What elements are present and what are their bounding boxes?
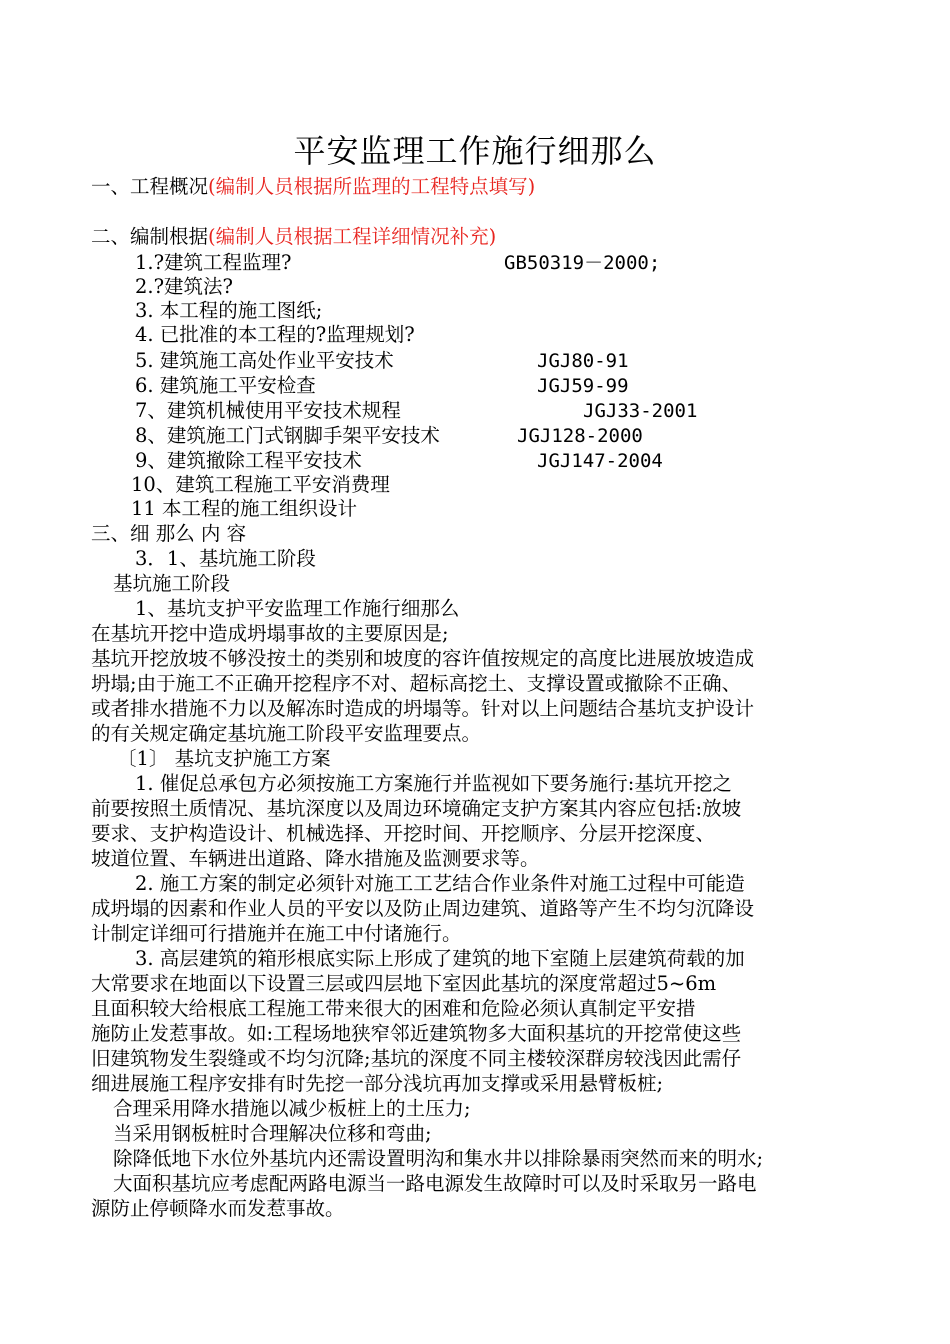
section-2-note: (编制人员根据工程详细情况补充) (208, 225, 497, 248)
body-line: 2. 施工方案的制定必须针对施工工艺结合作业条件对施工过程中可能造 (135, 872, 745, 895)
body-line: 要求、支护构造设计、机械选择、开挖时间、开挖顺序、分层开挖深度、 (91, 822, 716, 845)
basis-item: 1.?建筑工程监理? (135, 251, 292, 274)
basis-item: 9、建筑撤除工程平安技术 (135, 449, 362, 472)
basis-item-code: JGJ128-2000 (517, 425, 643, 447)
section-3-heading: 三、细 那么 内 容 (91, 522, 247, 545)
basis-item: 8、建筑施工门式钢脚手架平安技术 (135, 424, 440, 447)
section-3-sub: 3．1、基坑施工阶段 (135, 547, 316, 570)
body-line: 前要按照土质情况、基坑深度以及周边环境确定支护方案其内容应包括:放坡 (91, 797, 742, 820)
basis-item-code: JGJ80-91 (537, 350, 629, 372)
basis-item-code: JGJ33-2001 (583, 400, 698, 422)
body-line: 合理采用降水措施以减少板桩上的土压力; (113, 1097, 471, 1120)
section-1-line (91, 174, 535, 200)
body-line: 在基坑开挖中造成坍塌事故的主要原因是; (91, 622, 449, 645)
body-line: 的有关规定确定基坑施工阶段平安监理要点。 (91, 722, 482, 745)
body-line: 源防止停顿降水而发惹事故。 (91, 1197, 345, 1220)
basis-item: 11 本工程的施工组织设计 (131, 497, 358, 520)
basis-item: 5. 建筑施工高处作业平安技术 (135, 349, 394, 372)
subsection-heading: 〔1〕 基坑支护施工方案 (117, 747, 331, 770)
body-line: 当采用钢板桩时合理解决位移和弯曲; (113, 1122, 432, 1145)
section-1-heading: 一、工程概况 (91, 175, 209, 198)
body-line: 大面积基坑应考虑配两路电源当一路电源发生故障时可以及时采取另一路电 (113, 1172, 757, 1195)
body-line: 施防止发惹事故。如:工程场地狭窄邻近建筑物多大面积基坑的开挖常使这些 (91, 1022, 742, 1045)
body-line: 坍塌;由于施工不正确开挖程序不对、超标高挖土、支撑设置或撤除不正确、 (91, 672, 742, 695)
basis-item: 7、建筑机械使用平安技术规程 (135, 399, 401, 422)
stage-title: 基坑施工阶段 (113, 572, 231, 595)
body-line: 且面积较大给根底工程施工带来很大的困难和危险必须认真制定平安措 (91, 997, 696, 1020)
rule-title: 1、基坑支护平安监理工作施行细那么 (135, 597, 460, 620)
body-line: 大常要求在地面以下设置三层或四层地下室因此基坑的深度常超过5~6m (91, 972, 717, 995)
body-line: 旧建筑物发生裂缝或不均匀沉降;基坑的深度不同主楼较深群房较浅因此需仔 (91, 1047, 742, 1070)
basis-item-code: JGJ147-2004 (537, 450, 663, 472)
basis-item: 6. 建筑施工平安检查 (135, 374, 316, 397)
section-1-note: (编制人员根据所监理的工程特点填写) (208, 175, 536, 198)
body-line: 细进展施工程序安排有时先挖一部分浅坑再加支撑或采用悬臂板桩; (91, 1072, 664, 1095)
section-2-line (91, 224, 496, 250)
body-line: 3. 高层建筑的箱形根底实际上形成了建筑的地下室随上层建筑荷载的加 (135, 947, 745, 970)
basis-item: 4. 已批准的本工程的?监理规划? (135, 323, 415, 346)
body-line: 或者排水措施不力以及解冻时造成的坍塌等。针对以上问题结合基坑支护设计 (91, 697, 755, 720)
basis-item: 3. 本工程的施工图纸; (135, 299, 323, 322)
basis-item: 2.?建筑法? (135, 275, 234, 298)
basis-item-code: JGJ59-99 (537, 375, 629, 397)
body-line: 除降低地下水位外基坑内还需设置明沟和集水井以排除暴雨突然而来的明水; (113, 1147, 764, 1170)
body-line: 成坍塌的因素和作业人员的平安以及防止周边建筑、道路等产生不均匀沉降设 (91, 897, 755, 920)
basis-item: 10、建筑工程施工平安消费理 (131, 473, 390, 496)
body-line: 基坑开挖放坡不够没按土的类别和坡度的容许值按规定的高度比进展放坡造成 (91, 647, 755, 670)
basis-item-code: GB50319－2000; (504, 252, 661, 274)
page-title: 平安监理工作施行细那么 (293, 132, 657, 170)
body-line: 计制定详细可行措施并在施工中付诸施行。 (91, 922, 462, 945)
body-line: 坡道位置、车辆进出道路、降水措施及监测要求等。 (91, 847, 540, 870)
section-2-heading: 二、编制根据 (91, 225, 209, 248)
body-line: 1. 催促总承包方必须按施工方案施行并监视如下要务施行:基坑开挖之 (135, 772, 732, 795)
